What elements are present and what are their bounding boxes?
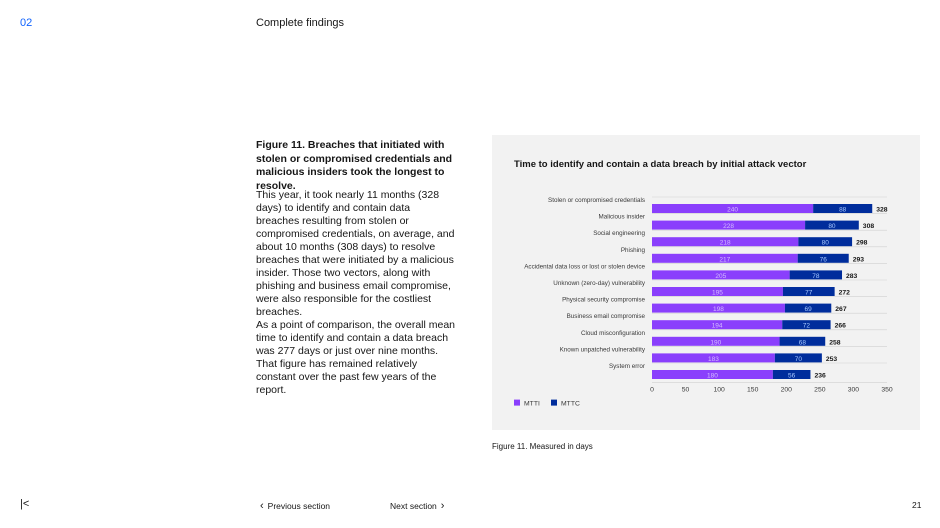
category-label: Unknown (zero-day) vulnerability <box>553 280 645 287</box>
figure-caption: Figure 11. Measured in days <box>492 442 593 451</box>
data-label: 240 <box>727 206 739 214</box>
x-tick-label: 350 <box>881 386 893 394</box>
data-label: 205 <box>715 272 727 280</box>
category-label: Phishing <box>620 246 645 254</box>
chevron-right-icon: › <box>440 500 445 512</box>
next-section-link[interactable] <box>390 500 448 512</box>
legend-swatch-mtti <box>514 400 520 406</box>
data-label: 183 <box>708 355 719 363</box>
category-label: System error <box>608 363 645 370</box>
data-label: 68 <box>798 339 807 347</box>
total-label: 267 <box>835 306 847 314</box>
total-label: 236 <box>814 372 826 380</box>
data-label: 218 <box>719 239 731 247</box>
section-number: 02 <box>20 17 33 29</box>
body-paragraph: As a point of comparison, the overall mean time to identify and contain a data breach was 277 days or just over nine months. That figure has remained relatively constant over the past few years of the report. <box>256 319 456 396</box>
x-tick-label: 250 <box>814 386 826 394</box>
category-label: Accidental data loss or lost or stolen device <box>524 263 645 271</box>
total-label: 328 <box>876 206 888 214</box>
figure-heading: Figure 11. Breaches that initiated with stolen or compromised credentials and malicious insiders took the longest to resolve. <box>256 139 453 192</box>
data-label: 72 <box>802 322 811 330</box>
category-label: Physical security compromise <box>562 296 645 304</box>
category-label: Business email compromise <box>566 313 645 321</box>
page-number: 21 <box>912 500 922 510</box>
previous-section-link[interactable] <box>256 500 330 512</box>
data-label: 80 <box>828 223 836 231</box>
data-label: 217 <box>719 256 731 264</box>
data-label: 180 <box>706 372 718 380</box>
data-label: 70 <box>794 355 802 363</box>
data-label: 88 <box>839 206 847 214</box>
data-label: 194 <box>711 322 723 330</box>
stacked-bar-chart <box>492 135 920 430</box>
category-label: Malicious insider <box>598 213 645 221</box>
total-label: 272 <box>838 289 850 297</box>
total-label: 298 <box>856 239 868 247</box>
legend-label: MTTI <box>524 400 540 408</box>
category-label: Cloud misconfiguration <box>580 329 645 337</box>
x-tick-label: 200 <box>780 386 792 394</box>
previous-section-label: Previous section <box>267 501 331 511</box>
data-label: 77 <box>805 289 813 297</box>
data-label: 80 <box>821 239 829 247</box>
category-label: Known unpatched vulnerability <box>559 346 645 354</box>
legend-label: MTTC <box>561 400 580 408</box>
total-label: 253 <box>825 355 838 363</box>
total-label: 258 <box>829 339 841 347</box>
category-label: Social engineering <box>593 230 645 238</box>
total-label: 266 <box>834 322 846 330</box>
x-tick-label: 300 <box>847 386 860 394</box>
x-tick-label: 150 <box>747 386 759 394</box>
data-label: 69 <box>804 306 812 314</box>
data-label: 195 <box>712 289 723 297</box>
data-label: 76 <box>819 256 827 264</box>
total-label: 293 <box>852 256 865 264</box>
x-tick-label: 100 <box>713 386 725 394</box>
x-tick-label: 0 <box>650 386 654 394</box>
x-tick-label: 50 <box>681 386 690 394</box>
data-label: 78 <box>812 272 820 280</box>
category-label: Stolen or compromised credentials <box>548 197 645 204</box>
data-label: 228 <box>723 223 734 231</box>
chart-title: Time to identify and contain a data breach by initial attack vector <box>514 159 807 170</box>
total-label: 283 <box>846 272 858 280</box>
next-section-label: Next section <box>390 501 437 511</box>
chart-panel <box>492 135 920 430</box>
data-label: 198 <box>713 306 724 314</box>
data-label: 56 <box>788 372 796 380</box>
legend-swatch-mttc <box>551 400 557 406</box>
chevron-left-icon: ‹ <box>260 500 264 512</box>
body-paragraph: This year, it took nearly 11 months (328 days) to identify and contain data breaches resulting from stolen or compromised credentials, on average, and about 10 months (308 days) to resolve breaches that were initiated by a malicious insider. Those two vectors, along with phishing and business email compromise, were also responsible for the costliest breaches. <box>256 189 455 318</box>
data-label: 190 <box>710 339 722 347</box>
section-title: Complete findings <box>256 17 345 29</box>
total-label: 308 <box>862 223 875 231</box>
first-page-icon[interactable]: |< <box>20 498 30 510</box>
